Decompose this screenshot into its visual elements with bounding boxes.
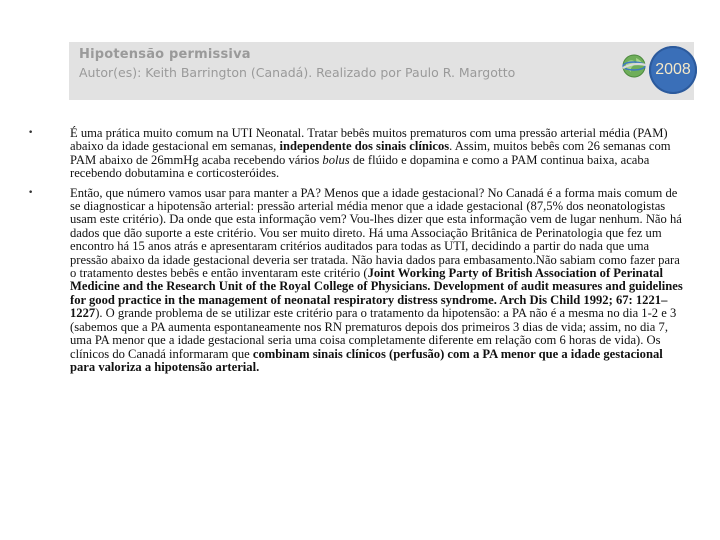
bold-run: combinam sinais clínicos (perfusão) com a PA menor que a idade gestacional para valoriza a hipotensão arterial. — [70, 346, 663, 374]
author-line: Autor(es): Keith Barrington (Canadá). Realizado por Paulo R. Margotto — [79, 65, 516, 80]
bullet-marker: • — [28, 128, 34, 138]
italic-run: bolus — [322, 152, 350, 167]
globe-icon — [621, 53, 647, 79]
year-badge: 2008 — [649, 46, 697, 94]
text-run: de flúido e dopamina e como a PAM continua baixa, acaba recebendo dobutamina e corticosteróides. — [70, 152, 650, 181]
bullet-list — [28, 127, 683, 380]
text-run: ). O grande problema de se utilizar este critério para o tratamento da hipotensão: a PA não é a mesma no dia 1-2 e 3 (sabemos que a PA aumenta espontaneamente nos RN prematuros depois dos primeiros 3 dias de vida; assim, no dia 7, uma PA menor que a idade gestacional seria uma coisa completamente diferente em relação com 6 horas de vida). Os clínicos do Canadá informaram que — [70, 306, 677, 361]
text-run: . Assim, muitos bebês com 26 semanas com PAM abaixo de 26mmHg acaba recebendo vários — [70, 139, 671, 167]
bold-run: independente dos sinais clínicos — [279, 139, 450, 154]
text-run: Então, que número vamos usar para manter a PA? Menos que a idade gestacional? No Canadá é a forma mais comum de se diagnosticar a hipotensão arterial: pressão arterial média menor que a idade gestacional (87,5% dos neonatologistas usam este critério). Da onde que esta informação vem? Vou-lhes dizer que esta informação vem de lugar nenhum. Não há dados que dão suporte a este critério. Vou ser muito direto. Há uma Associação Britânica de Perinatologia que fez um encontro há 15 anos atrás e apresentaram critérios auditados para todas as UTI, decidindo a partir do nada que uma pressão abaixo da idade gestacional deveria ser tratada. Não havia dados para embasamento.Não sabiam como fazer para o tratamento destes bebês e então inventaram este critério ( — [70, 185, 682, 281]
bold-run: Joint Working Party of British Association of Perinatal Medicine and the Research Unit of the Royal College of Physicians. Development of audit measures and guidelines for good practice in the management of neonatal respiratory distress syndrome. Arch Dis Child 1992; 67: 1221–1227 — [70, 266, 683, 321]
bullet-item — [28, 187, 683, 375]
slide-title: Hipotensão permissiva — [79, 47, 251, 62]
bullet-marker: • — [28, 187, 34, 198]
slide-header — [69, 42, 694, 100]
text-run: É uma prática muito comum na UTI Neonatal. Tratar bebês muitos prematuros com uma pressão arterial média (PAM) abaixo da idade gestacional em semanas, — [70, 126, 668, 154]
bullet-text — [70, 127, 683, 181]
bullet-text — [70, 187, 683, 375]
bullet-item — [28, 127, 683, 181]
